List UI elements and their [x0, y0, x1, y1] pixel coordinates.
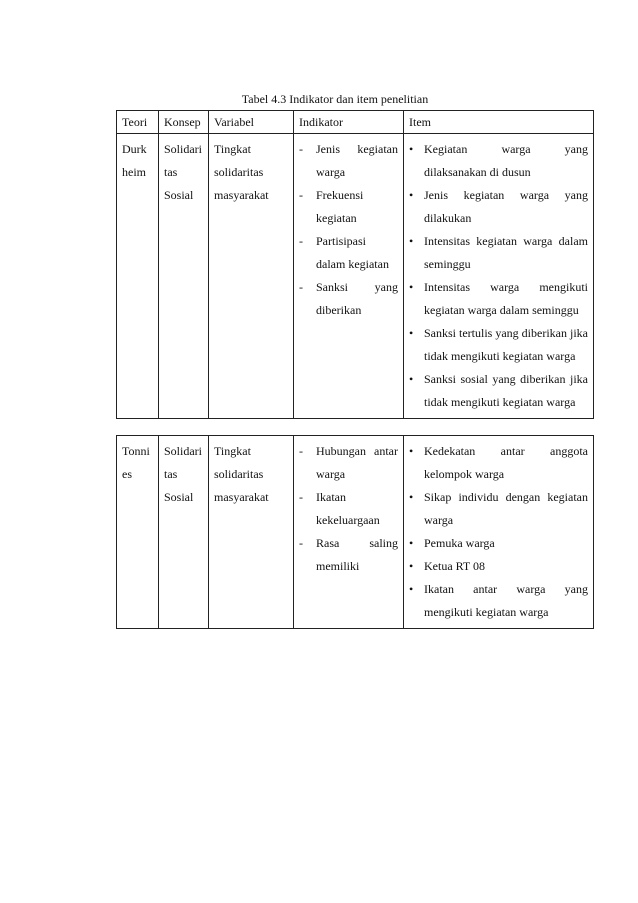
- cell-konsep: Solidari tas Sosial: [159, 134, 209, 419]
- list-item: - Rasa saling memiliki: [299, 532, 398, 578]
- table-row: [117, 436, 594, 629]
- header-indikator: Indikator: [294, 111, 404, 134]
- list-item: • Sanksi sosial yang diberikan jika tidak mengikuti kegiatan warga: [409, 368, 588, 414]
- list-item: • Sikap individu dengan kegiatan warga: [409, 486, 588, 532]
- list-item: - Frekuensi kegiatan: [299, 184, 398, 230]
- cell-variabel: Tingkat solidaritas masyarakat: [209, 134, 294, 419]
- list-item: • Pemuka warga: [409, 532, 588, 555]
- indicator-table: [116, 110, 594, 629]
- table-header-row: [117, 111, 594, 134]
- table-row: [117, 134, 594, 419]
- list-item: • Jenis kegiatan warga yang dilakukan: [409, 184, 588, 230]
- list-item: • Sanksi tertulis yang diberikan jika tidak mengikuti kegiatan warga: [409, 322, 588, 368]
- cell-konsep: Solidari tas Sosial: [159, 436, 209, 629]
- list-item: • Intensitas warga mengikuti kegiatan warga dalam seminggu: [409, 276, 588, 322]
- header-teori: Teori: [117, 111, 159, 134]
- list-item: • Kegiatan warga yang dilaksanakan di dusun: [409, 138, 588, 184]
- header-item: Item: [404, 111, 594, 134]
- list-item: • Intensitas kegiatan warga dalam seminggu: [409, 230, 588, 276]
- cell-teori: Tonni es: [117, 436, 159, 629]
- header-variabel: Variabel: [209, 111, 294, 134]
- list-item: • Ketua RT 08: [409, 555, 588, 578]
- cell-indikator: [294, 134, 404, 419]
- list-item: - Hubungan antar warga: [299, 440, 398, 486]
- cell-item: [404, 134, 594, 419]
- list-item: - Jenis kegiatan warga: [299, 138, 398, 184]
- header-konsep: Konsep: [159, 111, 209, 134]
- list-item: - Sanksi yang diberikan: [299, 276, 398, 322]
- list-item: - Partisipasi dalam kegiatan: [299, 230, 398, 276]
- cell-teori: Durk heim: [117, 134, 159, 419]
- list-item: • Ikatan antar warga yang mengikuti kegiatan warga: [409, 578, 588, 624]
- row-gap: [117, 419, 594, 436]
- table-caption: Tabel 4.3 Indikator dan item penelitian: [241, 92, 429, 106]
- list-item: • Kedekatan antar anggota kelompok warga: [409, 440, 588, 486]
- cell-variabel: Tingkat solidaritas masyarakat: [209, 436, 294, 629]
- cell-indikator: [294, 436, 404, 629]
- cell-item: [404, 436, 594, 629]
- list-item: - Ikatan kekeluargaan: [299, 486, 398, 532]
